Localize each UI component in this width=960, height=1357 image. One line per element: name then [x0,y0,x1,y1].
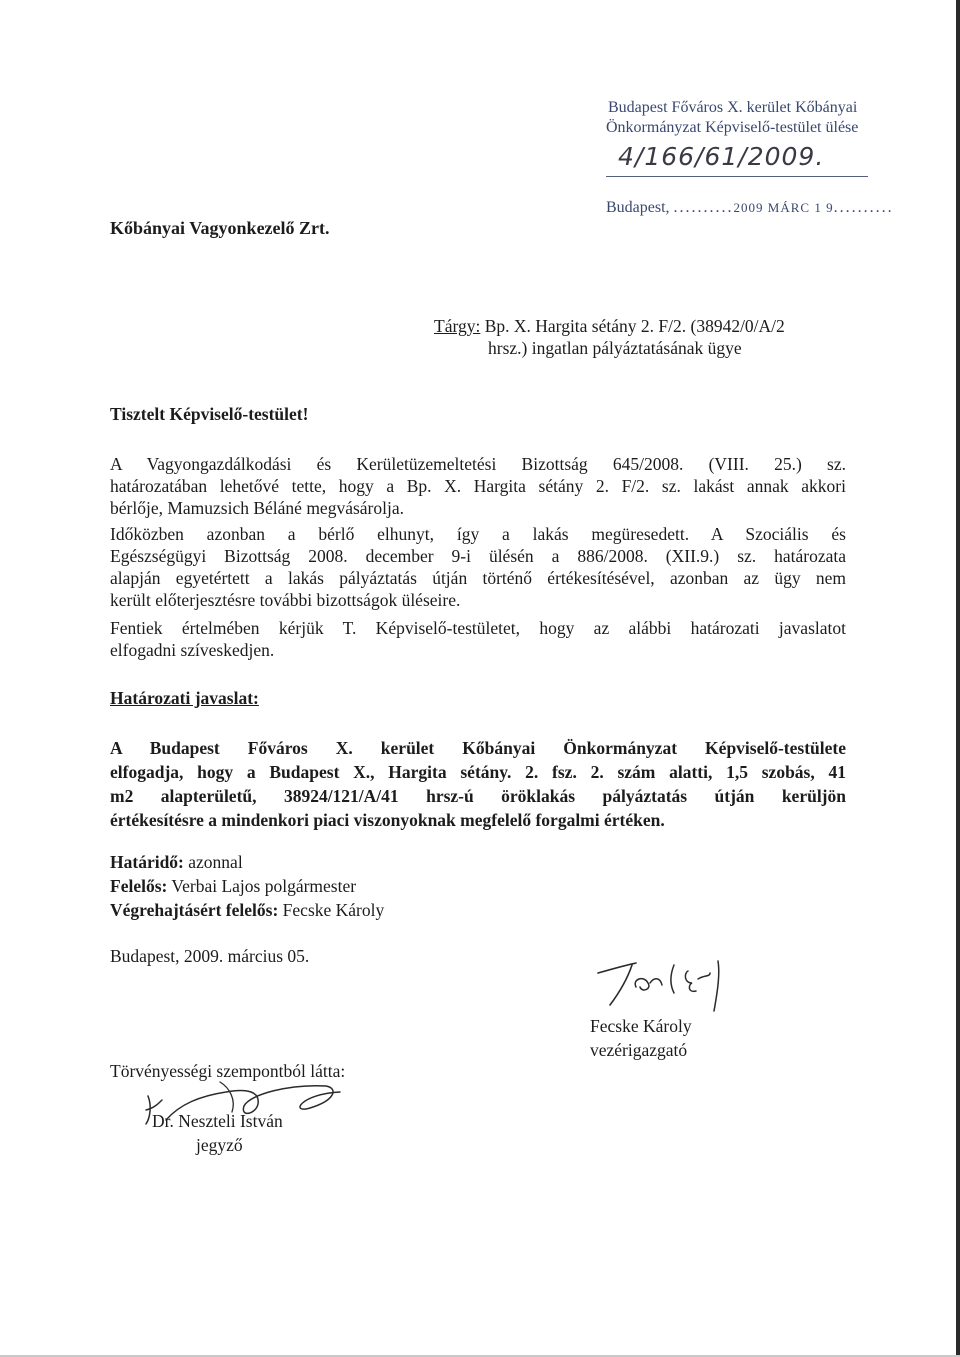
proposal-text [110,736,846,832]
salutation: Tisztelt Képviselő-testület! [110,404,309,424]
paragraph-1 [110,453,846,519]
paragraph-line: A Vagyongazdálkodási és Kerületüzemeltetési Bizottság 645/2008. (VIII. 25.) sz. [110,454,846,474]
subject-text-1: Bp. X. Hargita sétány 2. F/2. (38942/0/A/2 [484,316,785,336]
legality-title: jegyző [196,1135,243,1155]
signer-name: Fecske Károly [590,1016,692,1036]
stamp-line-1: Budapest Főváros X. kerület Kőbányai [608,99,858,116]
registry-number: 4/166/61/2009. [618,142,825,171]
responsible-row [110,875,356,897]
responsible-value: Verbai Lajos polgármester [167,876,357,896]
stamp-date-dots-right: .......... [833,199,894,216]
scan-edge-right [956,0,960,1357]
proposal-line: elfogadja, hogy a Budapest X., Hargita sétány. 2. fsz. 2. szám alatti, 1,5 szobás, 41 [110,762,846,782]
paragraph-line: került előterjesztésre további bizottságok üléseire. [110,590,461,610]
legality-name: Dr. Neszteli István [152,1111,283,1131]
subject-label: Tárgy: [434,316,481,336]
paragraph-line: Fentiek értelmében kérjük T. Képviselő-testületet, hogy az alábbi határozati javaslatot [110,618,846,638]
stamp-date-value: 2009 MÁRC 1 9 [733,200,834,215]
paragraph-line: Időközben azonban a bérlő elhunyt, így a lakás megüresedett. A Szociális és [110,524,846,544]
stamp-date-label: Budapest, [606,199,674,216]
stamp-line-2: Önkormányzat Képviselő-testület ülése [606,119,859,136]
paragraph-2 [110,523,846,611]
deadline-value: azonnal [183,852,243,872]
signer-title: vezérigazgató [590,1040,688,1060]
subject-line-1 [434,315,785,337]
paragraph-line: alapján egyetértett a lakás pályáztatás útján történő értékesítésével, azonban az ügy nem [110,568,846,588]
execution-value: Fecske Károly [278,900,385,920]
subject-line-2: hrsz.) ingatlan pályáztatásának ügye [488,338,742,358]
deadline-row [110,851,243,873]
execution-row [110,899,384,921]
deadline-label: Határidő: [110,852,184,872]
paragraph-line: elfogadni szíveskedjen. [110,640,275,660]
legality-label: Törvényességi szempontból látta: [110,1061,346,1081]
proposal-heading: Határozati javaslat: [110,688,259,708]
director-signature [592,953,732,1015]
paragraph-line: Egészségügyi Bizottság 2008. december 9-i ülésén a 886/2008. (XII.9.) sz. határozata [110,546,846,566]
stamp-date-row [606,198,894,218]
registry-number-handwritten [606,140,868,180]
proposal-line: értékesítésre a mindenkori piaci viszonyoknak megfelelő forgalmi értéken. [110,810,665,830]
registry-underline [606,176,868,177]
paragraph-line: határozatában lehetővé tette, hogy a Bp. X. Hargita sétány 2. F/2. sz. lakást annak akkori [110,476,846,496]
proposal-line: m2 alapterületű, 38924/121/A/41 hrsz-ú öröklakás pályáztatás útján kerüljön [110,786,846,806]
sender: Kőbányai Vagyonkezelő Zrt. [110,218,330,238]
paragraph-line: bérlője, Mamuzsich Béláné megvásárolja. [110,498,404,518]
proposal-line: A Budapest Főváros X. kerület Kőbányai Önkormányzat Képviselő-testülete [110,738,846,758]
execution-label: Végrehajtásért felelős: [110,900,279,920]
document-date: Budapest, 2009. március 05. [110,946,310,966]
responsible-label: Felelős: [110,876,168,896]
paragraph-3 [110,617,846,661]
stamp-date-dots-left: .......... [673,199,734,216]
